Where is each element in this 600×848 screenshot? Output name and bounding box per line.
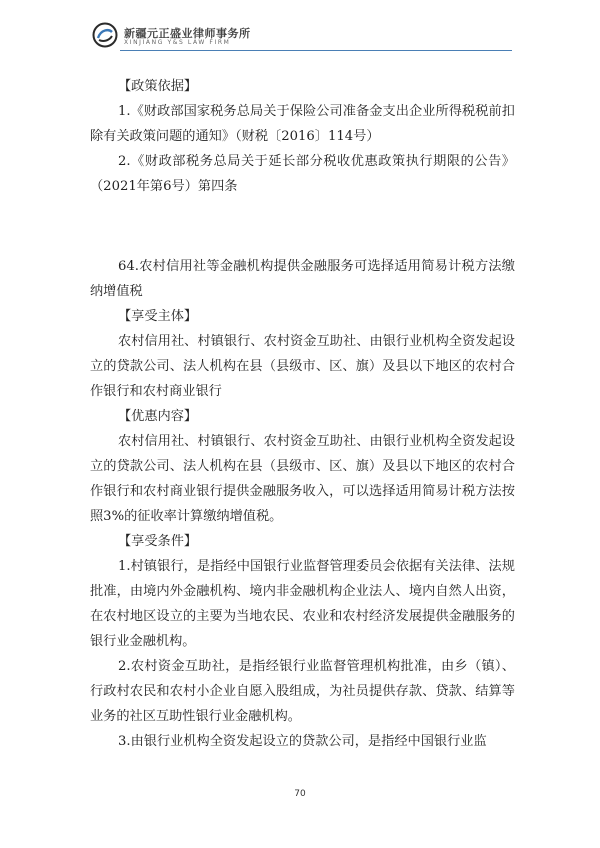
body-paragraph: 64.农村信用社等金融机构提供金融服务可选择适用简易计税方法缴纳增值税 [90, 259, 515, 299]
body-paragraph: 1.《财政部国家税务总局关于保险公司准备金支出企业所得税税前扣除有关政策问题的通知》（财税〔2016〕114号） [90, 104, 515, 144]
paragraph-gap [90, 215, 515, 238]
page-number: 70 [294, 789, 306, 799]
firm-logo-icon [92, 22, 118, 48]
section-heading: 【政策依据】 [118, 79, 198, 94]
firm-name-cn: 新疆元正盛业律师事务所 [124, 27, 251, 40]
body-paragraph: 3.由银行业机构全资发起设立的贷款公司，是指经中国银行业监 [118, 734, 487, 749]
body-paragraph: 2.《财政部税务总局关于延长部分税收优惠政策执行期限的公告》（2021年第6号）第四条 [90, 154, 515, 194]
section-heading: 【享受主体】 [118, 309, 198, 324]
body-paragraph: 农村信用社、村镇银行、农村资金互助社、由银行业机构全资发起设立的贷款公司、法人机构在县（县级市、区、旗）及县以下地区的农村合作银行和农村商业银行提供金融服务收入，可以选择适用简易计税方法按照3%的征收率计算缴纳增值税。 [90, 434, 515, 524]
header-rule [120, 50, 512, 51]
body-paragraph: 1.村镇银行，是指经中国银行业监督管理委员会依据有关法律、法规批准，由境内外金融机构、境内非金融机构企业法人、境内自然人出资，在农村地区设立的主要为当地农民、农业和农村经济发展提供金融服务的银行业金融机构。 [90, 559, 515, 649]
page-header [92, 22, 512, 52]
body-paragraph: 农村信用社、村镇银行、农村资金互助社、由银行业机构全资发起设立的贷款公司、法人机构在县（县级市、区、旗）及县以下地区的农村合作银行和农村商业银行 [90, 334, 515, 399]
firm-name-en: XINJIANG Y&S LAW FIRM [124, 39, 231, 46]
section-heading: 【享受条件】 [118, 534, 198, 549]
body-paragraph: 2.农村资金互助社，是指经银行业监督管理机构批准，由乡（镇）、行政村农民和农村小企业自愿入股组成，为社员提供存款、贷款、结算等业务的社区互助性银行业金融机构。 [90, 659, 515, 724]
section-heading: 【优惠内容】 [118, 409, 198, 424]
document-body [90, 74, 515, 754]
